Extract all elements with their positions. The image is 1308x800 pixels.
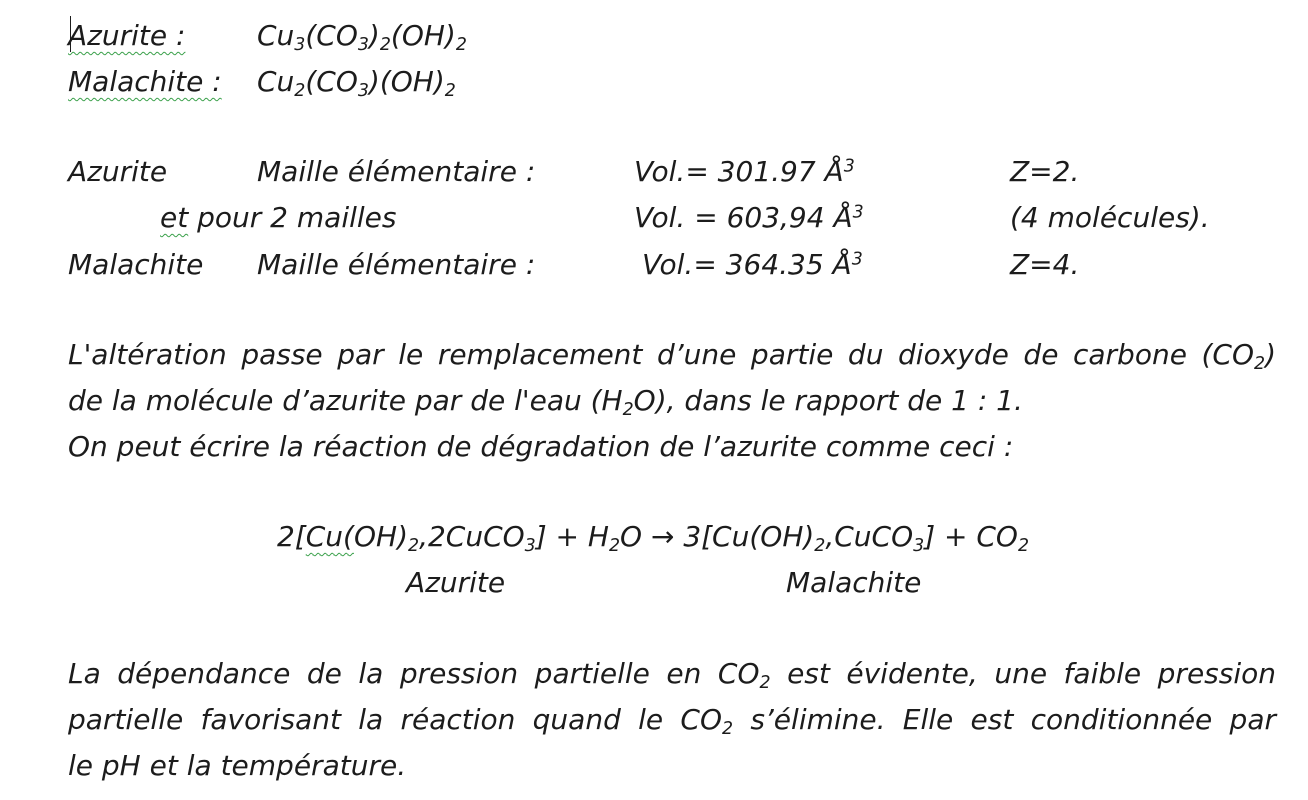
row-volume: Vol.= 364.35 $Å^3$ (642, 248, 863, 281)
paragraph-line: L'altération passe par le remplacement d’une partie du dioxyde de carbone $(CO_2)$ (68, 338, 1276, 374)
row-desc: Maille élémentaire : (257, 155, 536, 188)
row-z: Z=2. (1010, 155, 1080, 188)
paragraph-line: de la molécule d’azurite par de l'eau $(H_2O)$, dans le rapport de 1 : 1. (68, 384, 1023, 420)
paragraph-line: On peut écrire la réaction de dégradation de l’azurite comme ceci : (68, 430, 1014, 463)
row-mineral: Azurite (68, 155, 168, 188)
paragraph-line: partielle favorisant la réaction quand le $CO_2$ s’élimine. Elle est conditionnée par (68, 703, 1276, 739)
azurite-label: Azurite : (68, 19, 186, 52)
equation-label-azurite: Azurite (406, 566, 506, 599)
row-desc: et pour 2 mailles (160, 201, 397, 234)
malachite-label: Malachite : (68, 65, 222, 98)
paragraph-line: le pH et la température. (68, 749, 407, 782)
paragraph-pressure (68, 651, 1276, 789)
paragraph-line: La dépendance de la pression partielle en $CO_2$ est évidente, une faible pression (68, 657, 1276, 693)
equation-label-malachite: Malachite (786, 566, 922, 599)
row-volume: Vol. = 603,94 $Å^3$ (634, 201, 864, 234)
malachite-formula: $Cu_2(CO_3)(OH)_2$ (257, 65, 456, 101)
row-z: (4 molécules). (1010, 201, 1210, 234)
row-volume: Vol.= 301.97 $Å^3$ (634, 155, 855, 188)
row-desc: Maille élémentaire : (257, 248, 536, 281)
paragraph-alteration (68, 332, 1276, 470)
reaction-equation: $2[Cu(OH)_2,2CuCO_3] + H_2O$ → $3[Cu(OH)_2,CuCO_3] + CO_2$ (277, 520, 1030, 556)
azurite-formula: $Cu_3(CO_3)_2(OH)_2$ (257, 19, 467, 55)
row-z: Z=4. (1010, 248, 1080, 281)
row-mineral: Malachite (68, 248, 204, 281)
